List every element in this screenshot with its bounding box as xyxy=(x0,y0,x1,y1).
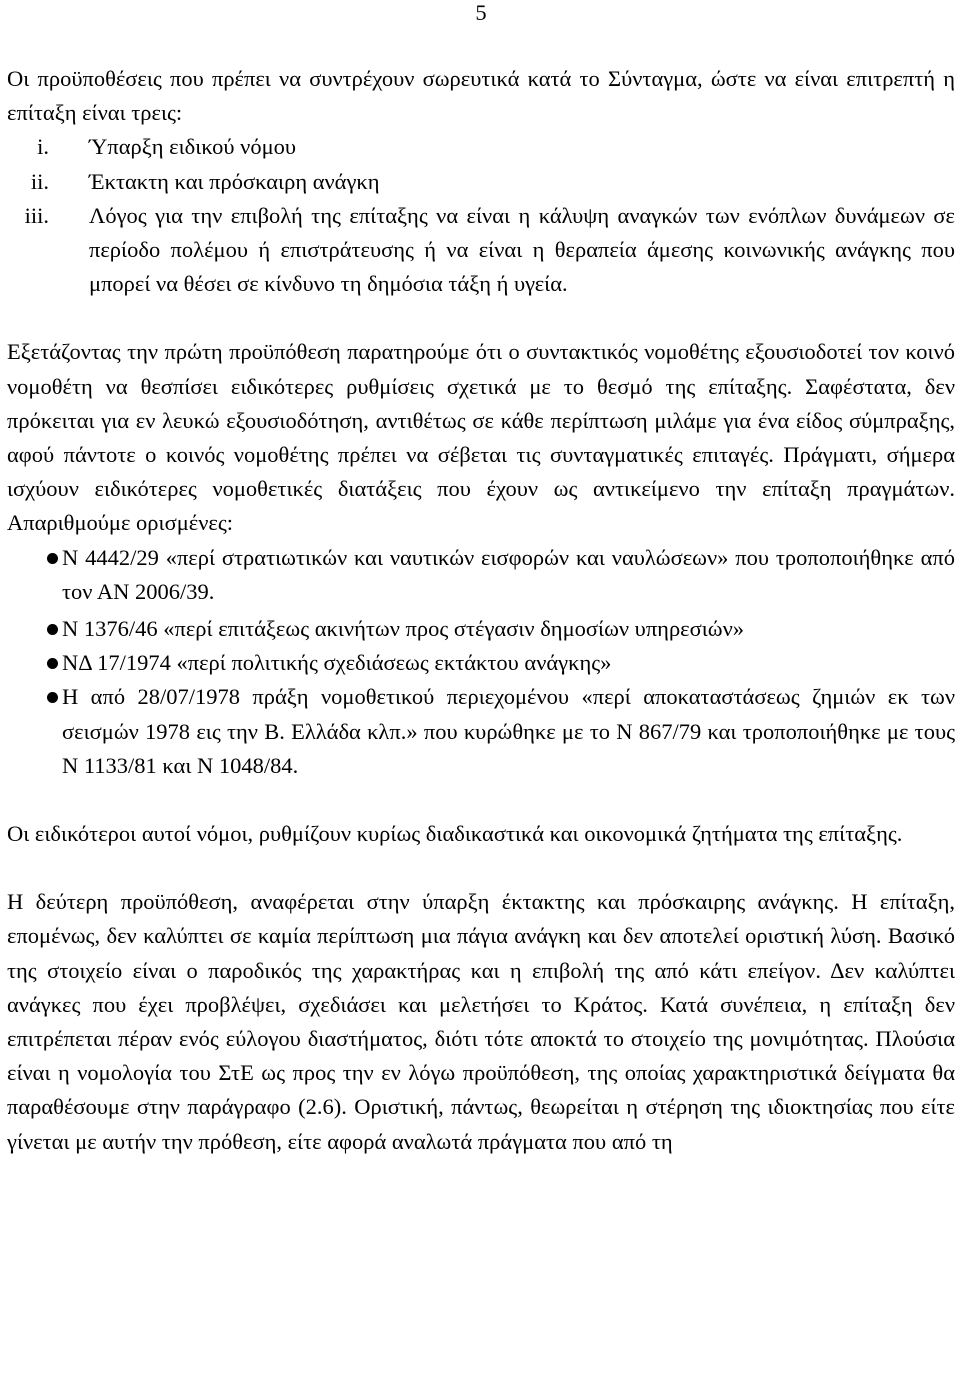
law-item-text: Η από 28/07/1978 πράξη νομοθετικού περιεχομένου «περί αποκαταστάσεως ζημιών εκ των σεισμών 1978 εις την Β. Ελλάδα κλπ.» που κυρώθηκε με το Ν 867/79 και τροποποιήθηκε με τους Ν 1133/81 και Ν 1048/84. xyxy=(62,684,955,778)
list-item-text: Λόγος για την επιβολή της επίταξης να είναι η κάλυψη αναγκών των ενόπλων δυνάμεων σε περίοδο πολέμου ή επιστράτευσης ή να είναι η θεραπεία άμεσης κοινωνικής ανάγκης που μπορεί να θέσει σε κίνδυνο τη δημόσια τάξη ή υγεία. xyxy=(89,202,955,297)
laws-list xyxy=(7,541,955,783)
list-item xyxy=(7,199,955,302)
paragraph-second-condition: Η δεύτερη προϋπόθεση, αναφέρεται στην ύπαρξη έκτακτης και πρόσκαιρης ανάγκης. Η επίταξη, επομένως, δεν καλύπτει σε καμία περίπτωση μια πάγια ανάγκη και δεν αποτελεί οριστική λύση. Βασικό της στοιχείο είναι ο παροδικός της χαρακτήρας και η επιβολή της από κάτι επείγον. Δεν καλύπτει ανάγκες που έχει προβλέψει, σχεδιάσει και μελετήσει το Κράτος. Κατά συνέπεια, η επίταξη δεν επιτρέπεται πέραν ενός εύλογου διαστήματος, διότι τότε αποκτά το στοιχείο της μονιμότητας. Πλούσια είναι η νομολογία του ΣτΕ ως προς την εν λόγω προϋπόθεση, της οποίας χαρακτηριστικά δείγματα θα παραθέσουμε στην παράγραφο (2.6). Οριστική, πάντως, θεωρείται η στέρηση της ιδιοκτησίας που είτε γίνεται με αυτήν την πρόθεση, είτε αφορά αναλωτά πράγματα που από τη xyxy=(7,889,955,1154)
law-item xyxy=(7,541,955,609)
law-item xyxy=(7,612,955,646)
bullet-icon xyxy=(47,553,58,564)
bullet-icon xyxy=(47,624,58,635)
law-item-text: ΝΔ 17/1974 «περί πολιτικής σχεδιάσεως εκτάκτου ανάγκης» xyxy=(62,650,612,676)
intro-paragraph: Οι προϋποθέσεις που πρέπει να συντρέχουν σωρευτικά κατά το Σύνταγμα, ώστε να είναι επιτρεπτή η επίταξη είναι τρεις: xyxy=(7,66,955,126)
list-marker: i. xyxy=(37,134,49,160)
law-item xyxy=(7,680,955,783)
law-item xyxy=(7,646,955,680)
bullet-icon xyxy=(47,692,58,703)
page-number: 5 xyxy=(475,0,487,25)
list-item-text: Ύπαρξη ειδικού νόμου xyxy=(89,134,297,160)
list-item xyxy=(7,130,955,164)
document-body xyxy=(7,62,955,1159)
paragraph-special-laws: Οι ειδικότεροι αυτοί νόμοι, ρυθμίζουν κυρίως διαδικαστικά και οικονομικά ζητήματα της επίταξης. xyxy=(7,821,903,847)
list-item-text: Έκτακτη και πρόσκαιρη ανάγκη xyxy=(89,168,380,194)
list-item xyxy=(7,165,955,199)
conditions-list xyxy=(7,130,955,301)
list-marker: ii. xyxy=(30,168,49,194)
law-item-text: Ν 4442/29 «περί στρατιωτικών και ναυτικών εισφορών και ναυλώσεων» που τροποποιήθηκε από τον ΑΝ 2006/39. xyxy=(62,544,955,604)
law-item-text: Ν 1376/46 «περί επιτάξεως ακινήτων προς στέγασιν δημοσίων υπηρεσιών» xyxy=(62,616,745,642)
list-marker: iii. xyxy=(24,202,49,228)
bullet-icon xyxy=(47,658,58,669)
paragraph-first-condition: Εξετάζοντας την πρώτη προϋπόθεση παρατηρούμε ότι ο συντακτικός νομοθέτης εξουσιοδοτεί τον κοινό νομοθέτη να θεσπίσει ειδικότερες ρυθμίσεις σχετικά με το θεσμό της επίταξης. Σαφέστατα, δεν πρόκειται για εν λευκώ εξουσιοδότηση, αντιθέτως σε κάθε περίπτωση μιλάμε για ένα είδος σύμπραξης, αφού πάντοτε ο κοινός νομοθέτης πρέπει να σέβεται τις συνταγματικές επιταγές. Πράγματι, σήμερα ισχύουν ειδικότερες νομοθετικές διατάξεις που έχουν ως αντικείμενο την επίταξη πραγμάτων. Απαριθμούμε ορισμένες: xyxy=(7,339,955,536)
